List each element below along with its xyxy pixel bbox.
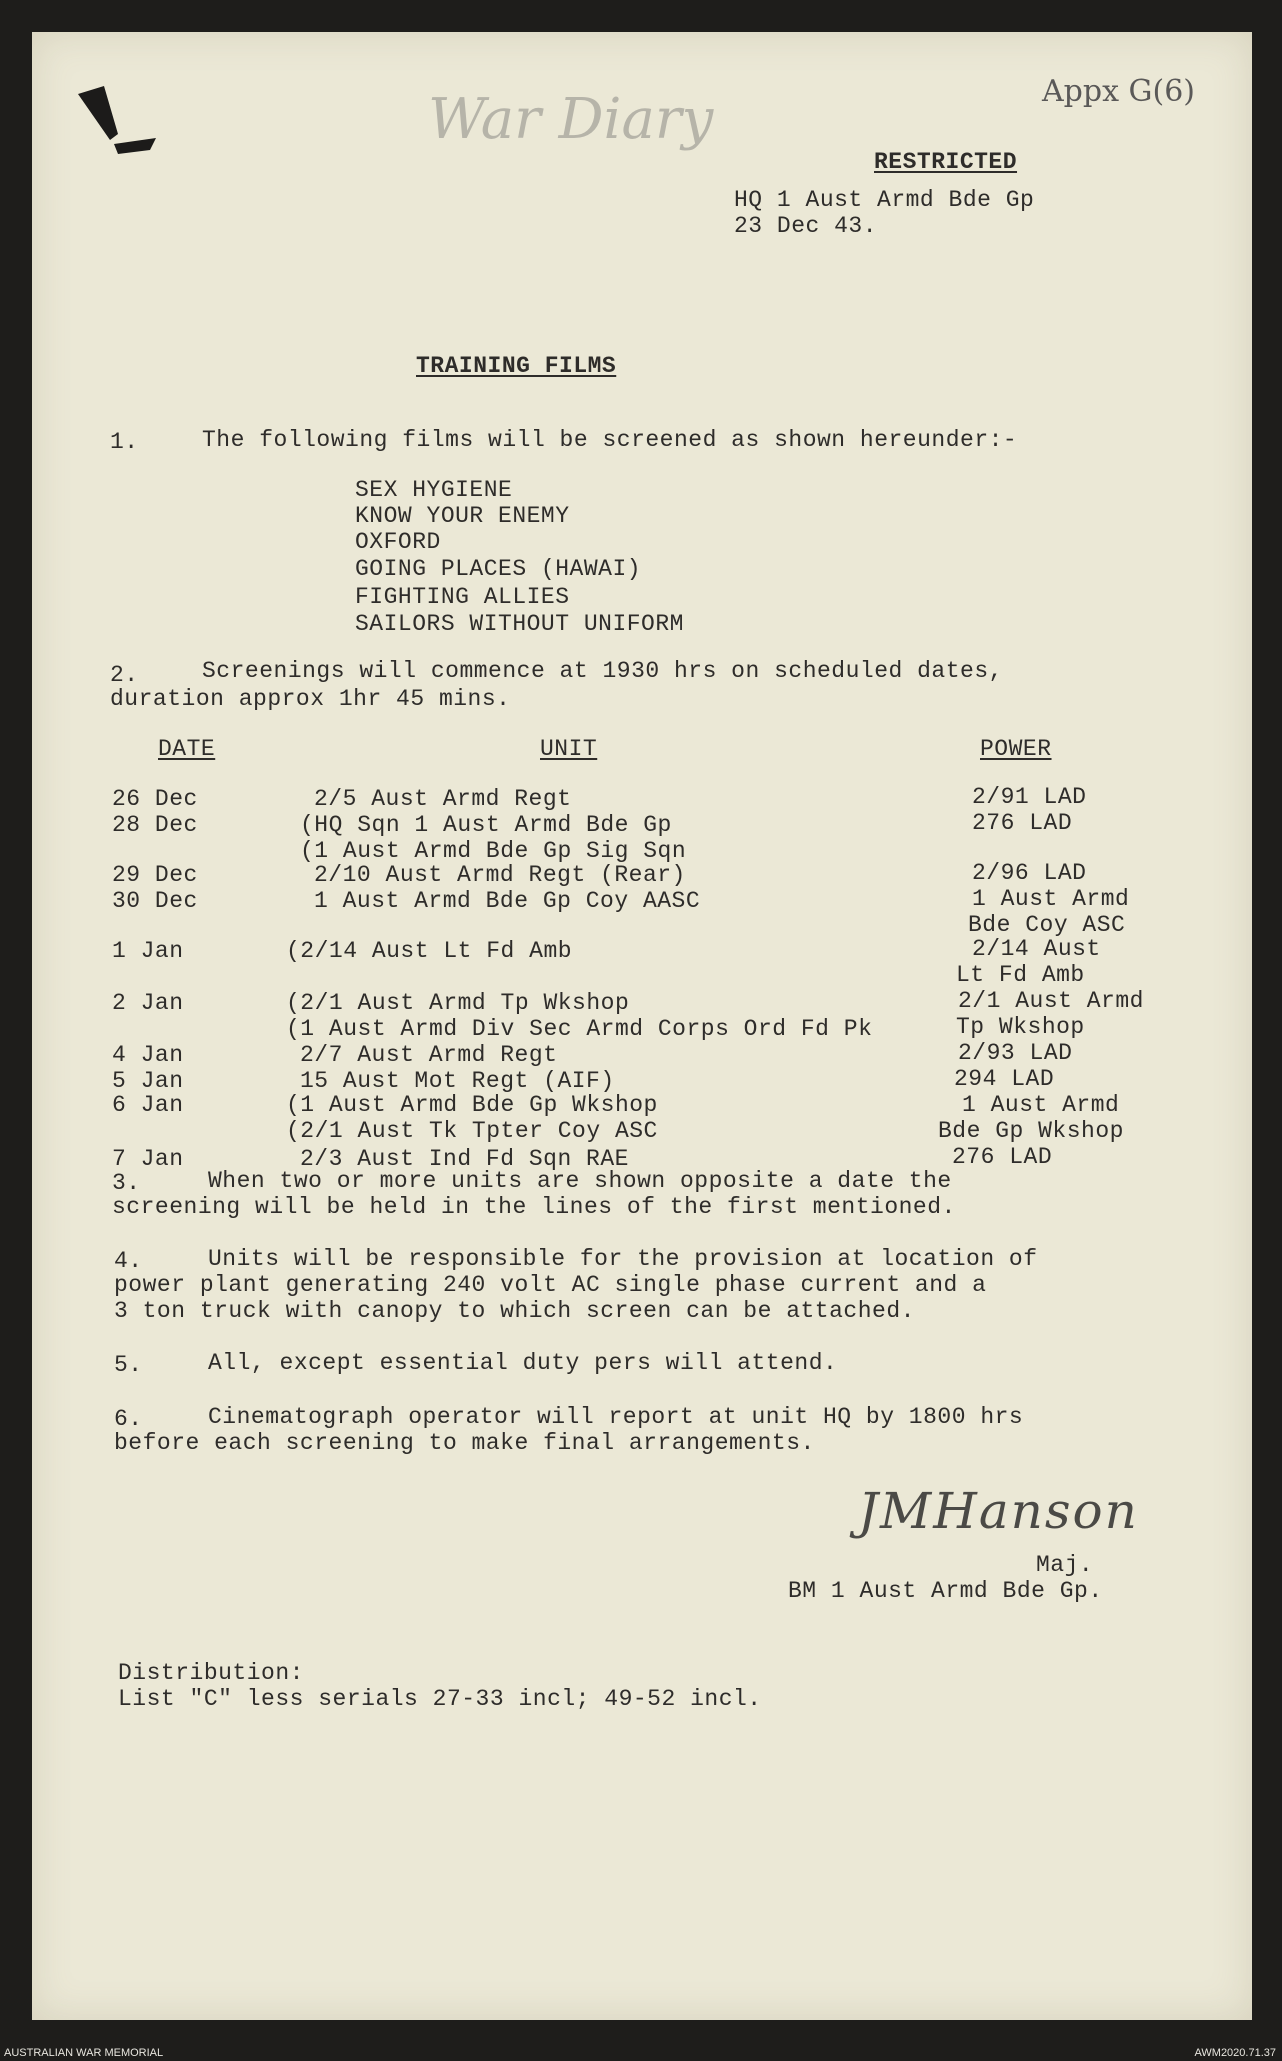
para3-number: 3. bbox=[112, 1170, 141, 1196]
table-unit: (1 Aust Armd Bde Gp Sig Sqn bbox=[300, 838, 687, 864]
para3-line1: When two or more units are shown opposite a date the bbox=[208, 1168, 952, 1194]
table-unit: 2/10 Aust Armd Regt (Rear) bbox=[314, 862, 686, 888]
film-item: SEX HYGIENE bbox=[355, 477, 513, 503]
document-date: 23 Dec 43. bbox=[734, 213, 878, 239]
para4-line3: 3 ton truck with canopy to which screen can be attached. bbox=[114, 1298, 915, 1324]
distribution-label: Distribution: bbox=[118, 1660, 304, 1686]
footer-right: AWM2020.71.37 bbox=[1194, 2047, 1276, 2059]
table-unit: (2/1 Aust Armd Tp Wkshop bbox=[286, 990, 630, 1016]
para3-line2: screening will be held in the lines of the first mentioned. bbox=[112, 1194, 956, 1220]
table-unit: 2/5 Aust Armd Regt bbox=[314, 786, 572, 812]
para1-number: 1. bbox=[110, 429, 139, 455]
signature-rank: Maj. bbox=[1036, 1552, 1094, 1578]
table-header-unit: UNIT bbox=[540, 736, 598, 762]
table-power: Bde Coy ASC bbox=[968, 912, 1126, 938]
para2-line1: Screenings will commence at 1930 hrs on scheduled dates, bbox=[202, 658, 1003, 684]
signature-scrawl: JMHanson bbox=[858, 1482, 1139, 1540]
table-unit: (HQ Sqn 1 Aust Armd Bde Gp bbox=[300, 812, 672, 838]
table-power: 276 LAD bbox=[972, 810, 1073, 836]
table-date: 5 Jan bbox=[112, 1068, 184, 1094]
table-power: Tp Wkshop bbox=[956, 1014, 1085, 1040]
table-unit: (1 Aust Armd Div Sec Armd Corps Ord Fd Pk bbox=[286, 1016, 873, 1042]
table-date: 30 Dec bbox=[112, 888, 198, 914]
table-date: 4 Jan bbox=[112, 1042, 184, 1068]
table-date: 6 Jan bbox=[112, 1092, 184, 1118]
film-item: SAILORS WITHOUT UNIFORM bbox=[355, 611, 684, 637]
document-title: TRAINING FILMS bbox=[416, 353, 617, 379]
film-item: FIGHTING ALLIES bbox=[355, 584, 570, 610]
table-date: 1 Jan bbox=[112, 938, 184, 964]
table-power: Bde Gp Wkshop bbox=[938, 1118, 1124, 1144]
document-page bbox=[32, 32, 1252, 2020]
table-header-power: POWER bbox=[980, 736, 1052, 762]
table-unit: 1 Aust Armd Bde Gp Coy AASC bbox=[314, 888, 701, 914]
table-power: 294 LAD bbox=[954, 1066, 1055, 1092]
table-date: 26 Dec bbox=[112, 786, 198, 812]
table-power: 2/93 LAD bbox=[958, 1040, 1073, 1066]
table-power: 2/1 Aust Armd bbox=[958, 988, 1144, 1014]
para6-line2: before each screening to make final arrangements. bbox=[114, 1430, 815, 1456]
table-power: 276 LAD bbox=[952, 1144, 1053, 1170]
para4-line1: Units will be responsible for the provision at location of bbox=[208, 1246, 1038, 1272]
film-item: OXFORD bbox=[355, 529, 441, 555]
table-date: 29 Dec bbox=[112, 862, 198, 888]
film-item: GOING PLACES (HAWAI) bbox=[355, 556, 642, 582]
para1-text: The following films will be screened as shown hereunder:- bbox=[202, 427, 1018, 453]
table-unit: 2/7 Aust Armd Regt bbox=[300, 1042, 558, 1068]
table-unit: (2/14 Aust Lt Fd Amb bbox=[286, 938, 573, 964]
para5-number: 5. bbox=[114, 1352, 143, 1378]
table-date: 7 Jan bbox=[112, 1146, 184, 1172]
table-unit: (1 Aust Armd Bde Gp Wkshop bbox=[286, 1092, 658, 1118]
handwritten-appendix-ref: Appx G(6) bbox=[1042, 74, 1195, 109]
para2-line2: duration approx 1hr 45 mins. bbox=[110, 686, 511, 712]
table-power: 2/14 Aust bbox=[972, 936, 1101, 962]
distribution-text: List "C" less serials 27-33 incl; 49-52 incl. bbox=[118, 1686, 762, 1712]
footer-left: AUSTRALIAN WAR MEMORIAL bbox=[4, 2047, 164, 2059]
classification-label: RESTRICTED bbox=[874, 149, 1018, 175]
para2-number: 2. bbox=[110, 662, 139, 688]
para6-number: 6. bbox=[114, 1406, 143, 1432]
table-power: 1 Aust Armd bbox=[962, 1092, 1120, 1118]
table-unit: 15 Aust Mot Regt (AIF) bbox=[300, 1068, 615, 1094]
table-power: Lt Fd Amb bbox=[956, 962, 1085, 988]
para4-number: 4. bbox=[114, 1248, 143, 1274]
table-unit: (2/1 Aust Tk Tpter Coy ASC bbox=[286, 1118, 658, 1144]
para6-line1: Cinematograph operator will report at unit HQ by 1800 hrs bbox=[208, 1404, 1024, 1430]
table-date: 28 Dec bbox=[112, 812, 198, 838]
table-power: 2/91 LAD bbox=[972, 784, 1087, 810]
para5-text: All, except essential duty pers will attend. bbox=[208, 1350, 838, 1376]
handwritten-war-diary: War Diary bbox=[428, 87, 714, 152]
staple-mark-icon bbox=[74, 84, 164, 174]
table-power: 1 Aust Armd bbox=[972, 886, 1130, 912]
table-date: 2 Jan bbox=[112, 990, 184, 1016]
hq-line: HQ 1 Aust Armd Bde Gp bbox=[734, 187, 1035, 213]
signature-appointment: BM 1 Aust Armd Bde Gp. bbox=[788, 1578, 1103, 1604]
film-item: KNOW YOUR ENEMY bbox=[355, 503, 570, 529]
para4-line2: power plant generating 240 volt AC single phase current and a bbox=[114, 1272, 987, 1298]
table-power: 2/96 LAD bbox=[972, 860, 1087, 886]
table-unit: 2/3 Aust Ind Fd Sqn RAE bbox=[300, 1146, 629, 1172]
table-header-date: DATE bbox=[158, 736, 216, 762]
